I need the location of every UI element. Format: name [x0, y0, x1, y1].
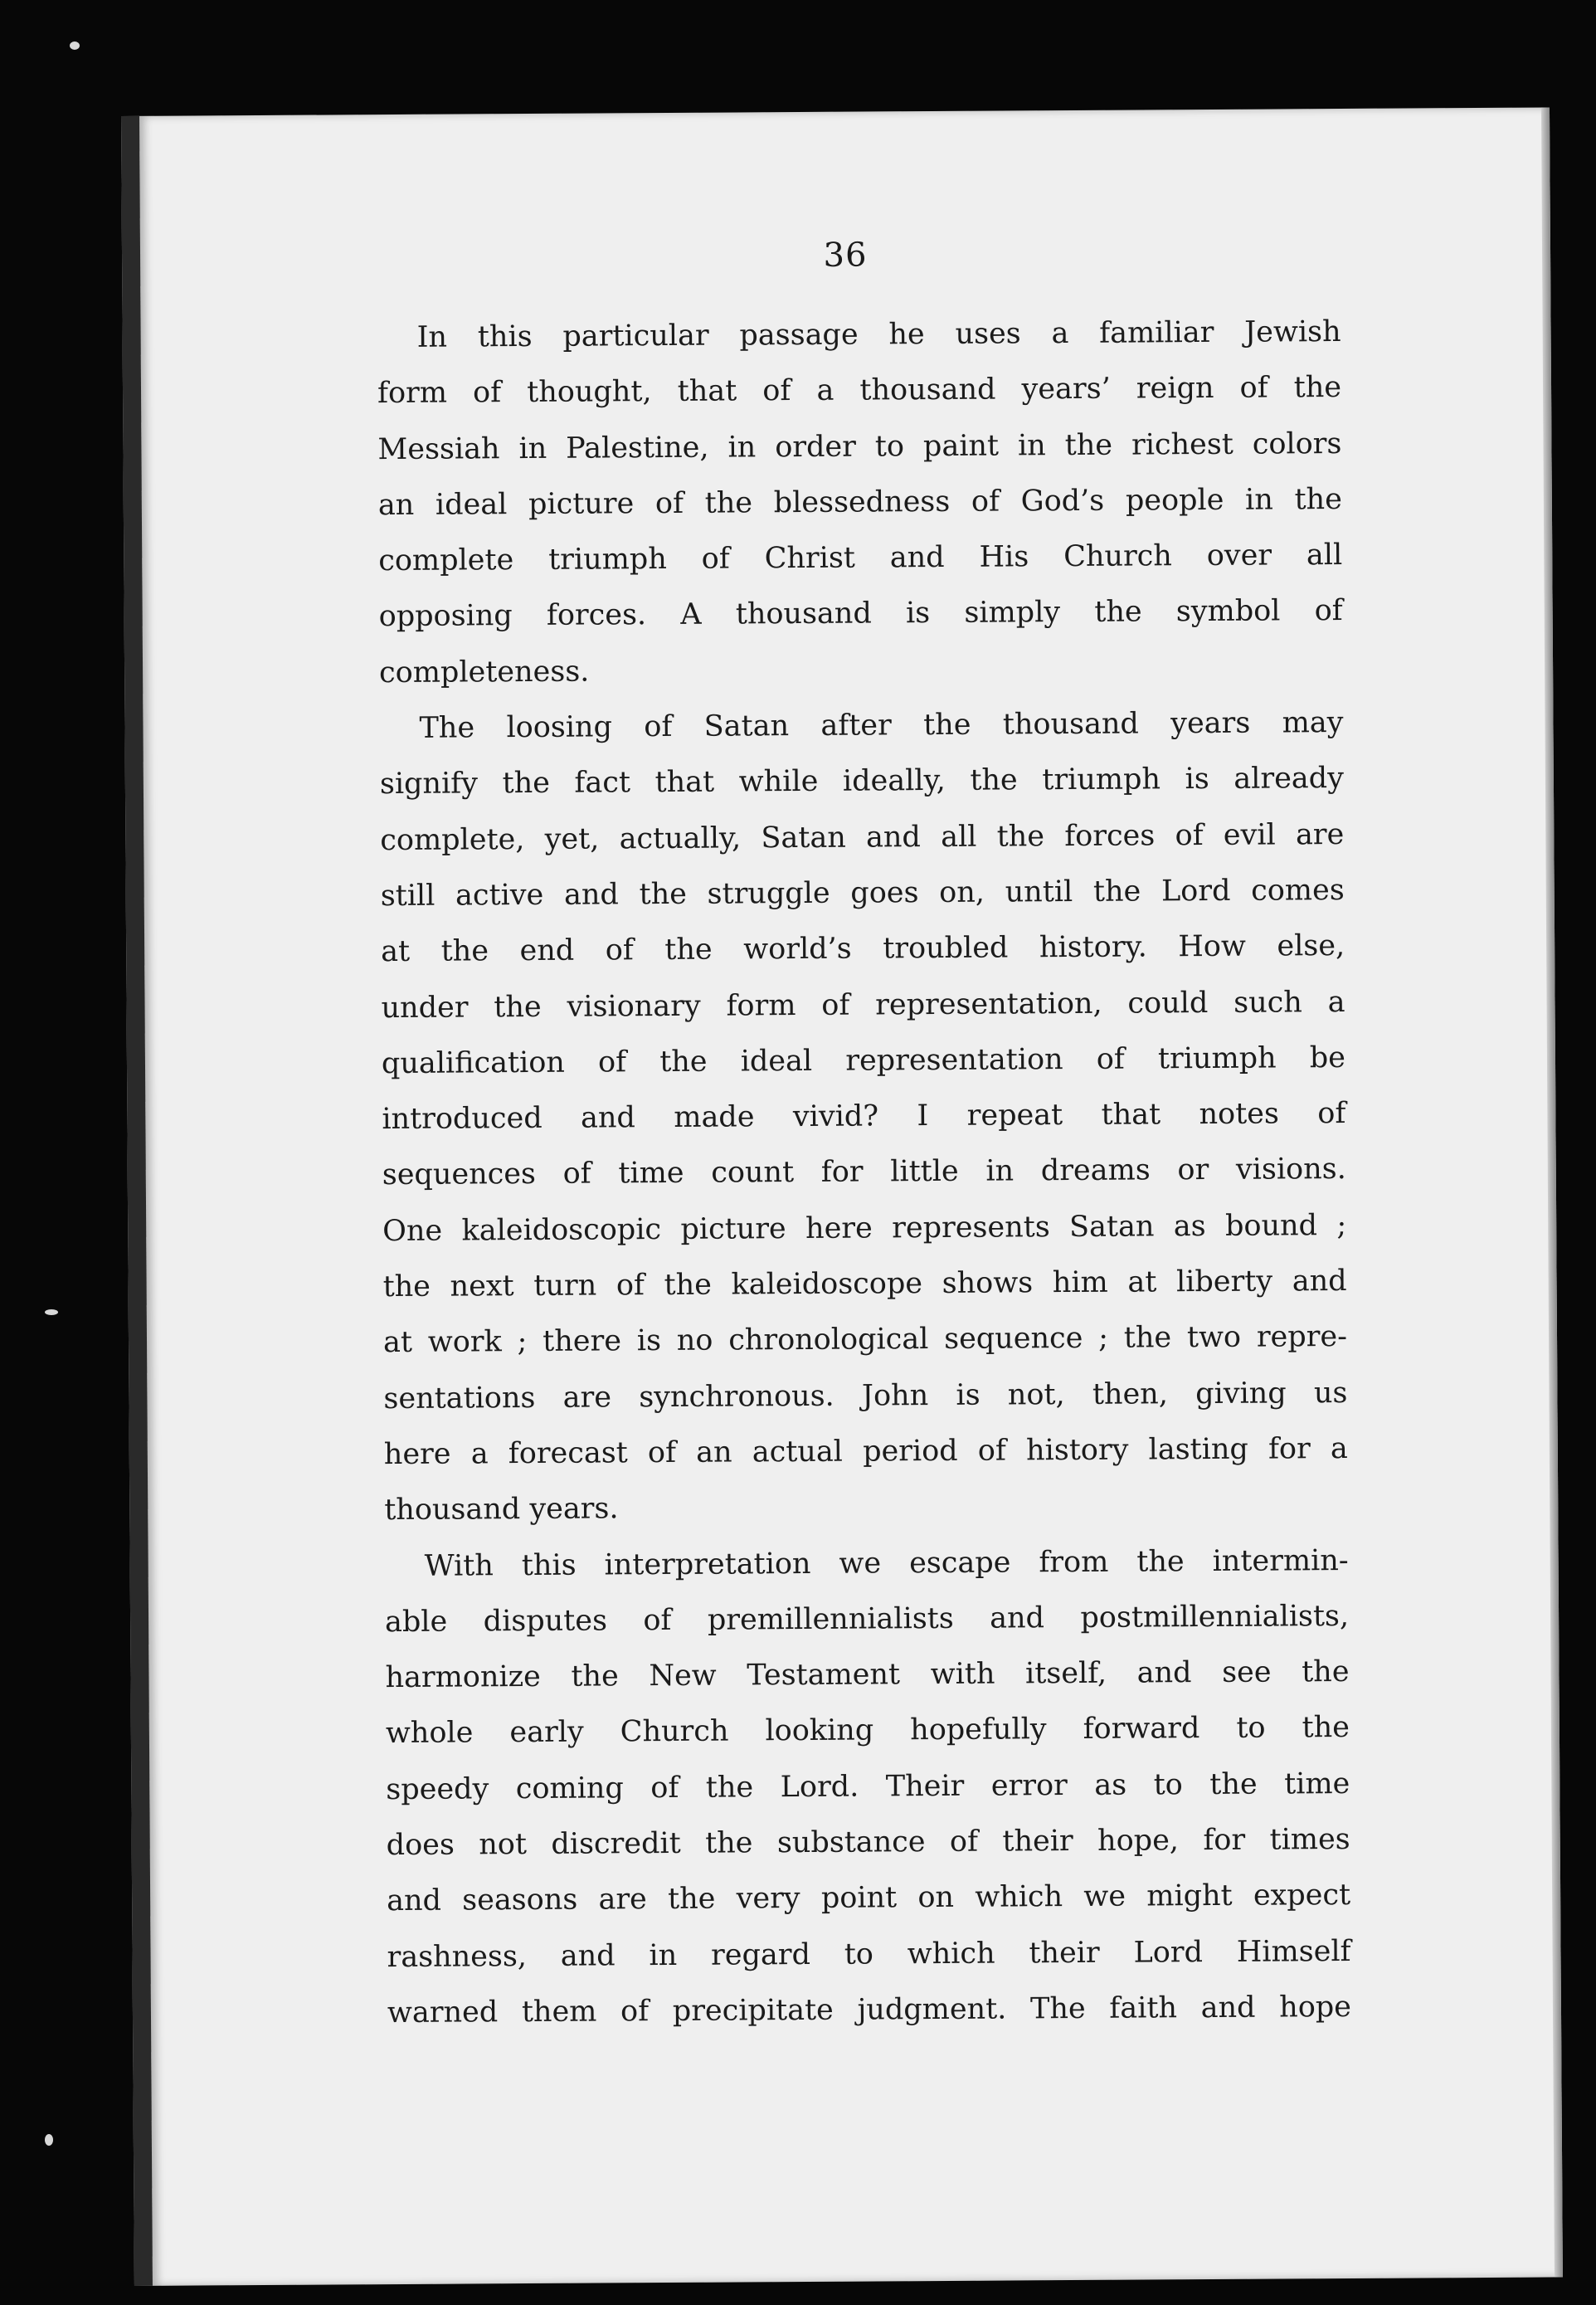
text-line: able disputes of premillennialists and postmillennialists,	[384, 1599, 1350, 1639]
text-line: thousand years.	[384, 1492, 619, 1528]
text-line: complete triumph of Christ and His Church over all	[378, 538, 1343, 578]
text-line: signify the fact that while ideally, the triumph is already	[379, 762, 1345, 802]
text-line: In this particular passage he uses a familiar Jewish	[416, 315, 1341, 354]
page-number: 36	[823, 236, 868, 275]
text-line: One kaleidoscopic picture here represents Satan as bound ;	[382, 1208, 1347, 1248]
text-line: at work ; there is no chronological sequence ; the two repre-	[382, 1320, 1348, 1360]
text-line: does not discredit the substance of their hope, for times	[386, 1823, 1350, 1863]
book-page	[121, 107, 1563, 2285]
text-line: form of thought, that of a thousand years’ reign of the	[377, 371, 1342, 411]
text-line: whole early Church looking hopefully forward to the	[385, 1711, 1350, 1751]
text-line: still active and the struggle goes on, until the Lord comes	[380, 873, 1345, 914]
text-line: under the visionary form of representation, could such a	[381, 985, 1345, 1025]
text-line: With this interpretation we escape from the intermin-	[424, 1543, 1349, 1583]
text-line: the next turn of the kaleidoscope shows him at liberty and	[382, 1265, 1347, 1304]
text-line: The loosing of Satan after the thousand years may	[419, 706, 1344, 745]
text-line: introduced and made vivid? I repeat that notes of	[382, 1097, 1346, 1137]
text-line: completeness.	[378, 655, 590, 690]
text-line: speedy coming of the Lord. Their error as to the time	[386, 1767, 1350, 1806]
dust-speck	[45, 2134, 53, 2146]
text-line: here a forecast of an actual period of history lasting for a	[383, 1431, 1348, 1472]
text-line: and seasons are the very point on which we might expect	[387, 1879, 1351, 1918]
text-line: complete, yet, actually, Satan and all the forces of evil are	[380, 817, 1345, 857]
text-line: warned them of precipitate judgment. The faith and hope	[387, 1990, 1352, 2030]
dust-speck	[70, 41, 80, 50]
text-line: Messiah in Palestine, in order to paint in the richest colors	[377, 426, 1342, 466]
text-line: at the end of the world’s troubled history. How else,	[381, 929, 1345, 969]
text-line: harmonize the New Testament with itself, and see the	[385, 1655, 1350, 1695]
text-line: qualification of the ideal representation of triumph be	[381, 1040, 1346, 1080]
dust-speck	[45, 1309, 58, 1315]
body-text	[377, 305, 1351, 2041]
text-line: rashness, and in regard to which their Lord Himself	[387, 1934, 1351, 1974]
page-right-edge	[1541, 107, 1563, 2277]
text-line: sentations are synchronous. John is not, then, giving us	[383, 1376, 1348, 1416]
text-line: sequences of time count for little in dreams or visions.	[382, 1152, 1346, 1192]
text-line: opposing forces. A thousand is simply the symbol of	[378, 594, 1343, 634]
text-line: an ideal picture of the blessedness of God’s people in the	[377, 482, 1342, 523]
